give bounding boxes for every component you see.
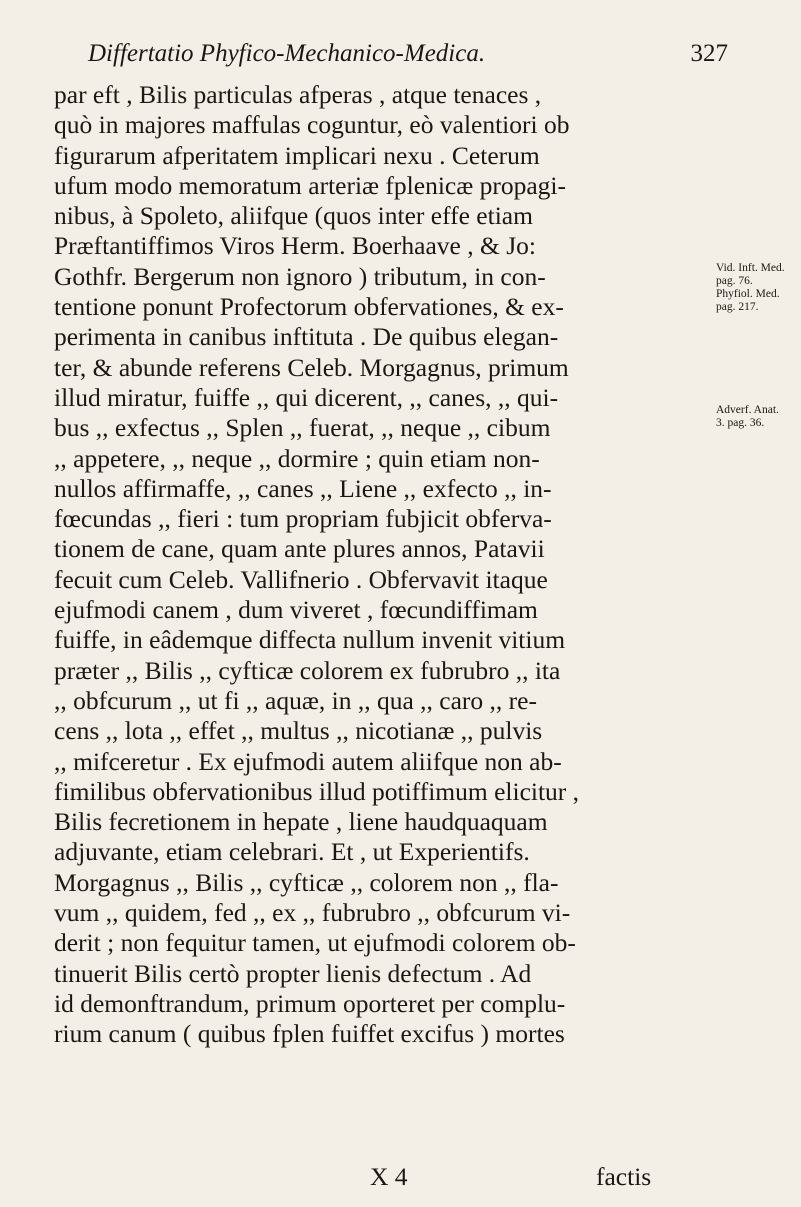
text-line: nibus, à Spoleto, aliifque (quos inter effe etiam bbox=[54, 201, 533, 231]
margin-note-line: Vid. Inft. Med. bbox=[716, 262, 785, 274]
text-line: par eft , Bilis particulas afperas , atque tenaces , bbox=[54, 80, 542, 109]
page-footer bbox=[54, 1162, 714, 1192]
running-title: Differtatio Phyfico-Mechanico-Medica. bbox=[88, 40, 486, 67]
text-line: cens ,, lota ,, effet ,, multus ,, nicotianæ ,, pulvis bbox=[54, 716, 543, 746]
text-line: adjuvante, etiam celebrari. Et , ut Experientifs. bbox=[54, 837, 530, 867]
margin-note-line: pag. 76. bbox=[716, 275, 753, 287]
text-line: ,, appetere, ,, neque ,, dormire ; quin etiam non- bbox=[54, 443, 540, 473]
text-line: perimenta in canibus inftituta . De quibus elegan- bbox=[54, 322, 559, 352]
text-line: illud miratur, fuiffe ,, qui dicerent, ,, canes, ,, qui- bbox=[54, 382, 559, 412]
text-line: Gothfr. Bergerum non ignoro ) tributum, in con- bbox=[54, 261, 546, 291]
margin-note-line: 3. pag. 36. bbox=[716, 417, 765, 429]
text-line: ,, obfcurum ,, ut fi ,, aquæ, in ,, qua ,, caro ,, re- bbox=[54, 685, 537, 715]
text-line: rium canum ( quibus fplen fuiffet excifus ) mortes bbox=[54, 1019, 565, 1049]
page-number: 327 bbox=[690, 40, 728, 67]
margin-note-line: Adverf. Anat. bbox=[716, 404, 779, 416]
text-line: præter ,, Bilis ,, cyfticæ colorem ex fubrubro ,, ita bbox=[54, 655, 561, 685]
margin-note-2 bbox=[716, 404, 800, 430]
margin-note-1 bbox=[716, 262, 800, 314]
text-line: ter, & abunde referens Celeb. Morgagnus, primum bbox=[54, 352, 569, 382]
running-header bbox=[88, 40, 728, 76]
text-line: ,, mifceretur . Ex ejufmodi autem aliifque non ab- bbox=[54, 746, 562, 776]
signature-mark: X 4 bbox=[370, 1162, 408, 1191]
text-line: ejufmodi canem , dum viveret , fœcundiffimam bbox=[54, 595, 538, 625]
text-line: tentione ponunt Profectorum obfervationes, & ex- bbox=[54, 292, 564, 322]
text-line: Bilis fecretionem in hepate , liene haudquaquam bbox=[54, 807, 548, 837]
text-line: fuiffe, in eâdemque diffecta nullum invenit vitium bbox=[54, 625, 566, 655]
text-line: tionem de cane, quam ante plures annos, Patavii bbox=[54, 534, 545, 564]
text-line: Præftantiffimos Viros Herm. Boerhaave , & Jo: bbox=[54, 231, 536, 261]
margin-note-line: pag. 217. bbox=[716, 301, 759, 313]
text-line: nullos affirmaffe, ,, canes ,, Liene ,, exfecto ,, in- bbox=[54, 473, 552, 503]
main-text bbox=[54, 80, 714, 1050]
text-line: tinuerit Bilis certò propter lienis defectum . Ad bbox=[54, 958, 532, 988]
text-line: ufum modo memoratum arteriæ fplenicæ propagi- bbox=[54, 170, 566, 200]
text-line: id demonftrandum, primum oporteret per complu- bbox=[54, 988, 566, 1018]
text-line: bus ,, exfectus ,, Splen ,, fuerat, ,, neque ,, cibum bbox=[54, 413, 551, 443]
text-line: fœcundas ,, fieri : tum propriam fubjicit obferva- bbox=[54, 504, 552, 534]
text-line: quò in majores maffulas coguntur, eò valentiori ob bbox=[54, 110, 570, 140]
text-line: Morgagnus ,, Bilis ,, cyfticæ ,, colorem non ,, fla- bbox=[54, 867, 559, 897]
text-line: fecuit cum Celeb. Vallifnerio . Obfervavit itaque bbox=[54, 564, 548, 594]
margin-note-line: Phyfiol. Med. bbox=[716, 288, 780, 300]
text-line: figurarum afperitatem implicari nexu . Ceterum bbox=[54, 140, 540, 170]
catchword: factis bbox=[596, 1162, 652, 1191]
text-line: vum ,, quidem, fed ,, ex ,, fubrubro ,, obfcurum vi- bbox=[54, 898, 571, 928]
text-line: fimilibus obfervationibus illud potiffimum elicitur , bbox=[54, 776, 580, 806]
text-line: derit ; non fequitur tamen, ut ejufmodi colorem ob- bbox=[54, 928, 576, 958]
